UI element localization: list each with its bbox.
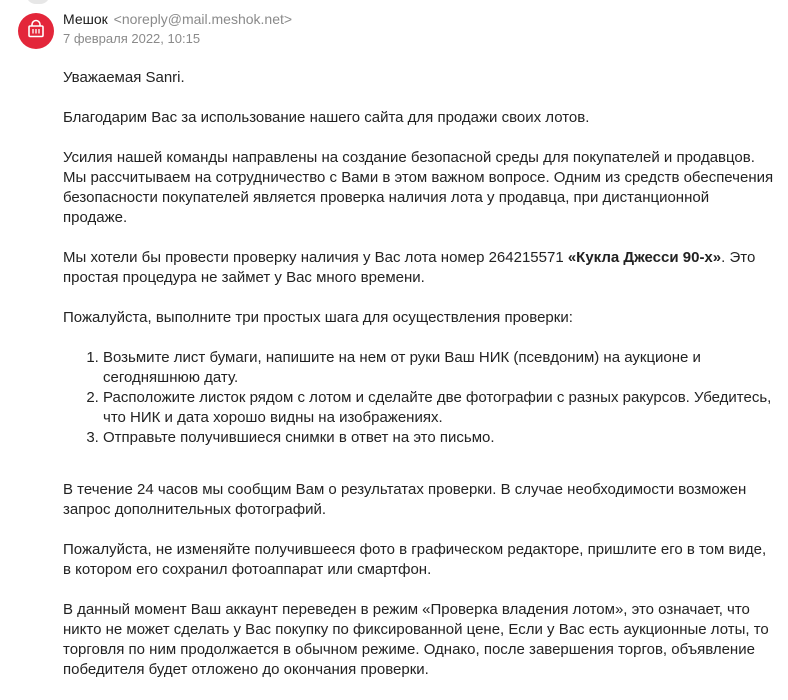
message-date: 7 февраля 2022, 10:15 [63,31,201,46]
shopping-bag-icon [26,19,46,44]
list-item: 1. Возьмите лист бумаги, напишите на нем от руки Ваш НИК (псевдоним) на аукционе и сегодняшнюю дату. [103,348,775,388]
list-item: 2. Расположите листок рядом с лотом и сделайте две фотографии с разных ракурсов. Убедитесь, что НИК и дата хорошо видны на изображениях. [103,388,775,428]
thanks-paragraph: Благодарим Вас за использование нашего сайта для продажи своих лотов. [63,109,590,126]
intro-paragraph: Усилия нашей команды направлены на создание безопасной среды для покупателей и продавцов. Мы рассчитываем на сотрудничество с Вами в этом важном вопросе. Одним из средств обеспечения безопасности покупателей является проверка наличия лота у продавца, при дистанционной продаже. [63,149,774,226]
steps-list [63,348,775,448]
message-header [18,8,758,48]
previous-avatar-edge [26,0,50,4]
account-paragraph: В данный момент Ваш аккаунт переведен в режим «Проверка владения лотом», это означает, что никто не может сделать у Вас покупку по фиксированной цене, Если у Вас есть аукционные лоты, то торговля по ним продолжается в обычном режиме. Однако, после завершения торгов, объявление победителя будет отложено до окончания проверки. [63,601,769,678]
lot-title: «Кукла Джесси 90-х» [567,249,722,266]
steps-intro: Пожалуйста, выполните три простых шага для осуществления проверки: [63,309,573,326]
sender-avatar[interactable] [18,13,54,49]
check-paragraph [63,248,775,288]
check-text-after: . Это простая процедура не займет у Вас много времени. [63,249,756,286]
result-paragraph: В течение 24 часов мы сообщим Вам о результатах проверки. В случае необходимости возможен запрос дополнительных фотографий. [63,481,747,518]
greeting: Уважаемая Sanri. [63,69,185,86]
sender-name[interactable]: Мешок [63,11,108,27]
photo-paragraph: Пожалуйста, не изменяйте получившееся фото в графическом редакторе, пришлите его в том виде, в котором его сохранил фотоаппарат или смартфон. [63,541,767,578]
sender-line [63,10,292,28]
list-item: 3. Отправьте получившиеся снимки в ответ на это письмо. [103,428,775,448]
previous-message-edge [0,0,788,6]
check-text-before: Мы хотели бы провести проверку наличия у Вас лота номер 264215571 [63,249,568,266]
message-body [63,68,775,700]
sender-email[interactable]: <noreply@mail.meshok.net> [113,11,293,27]
